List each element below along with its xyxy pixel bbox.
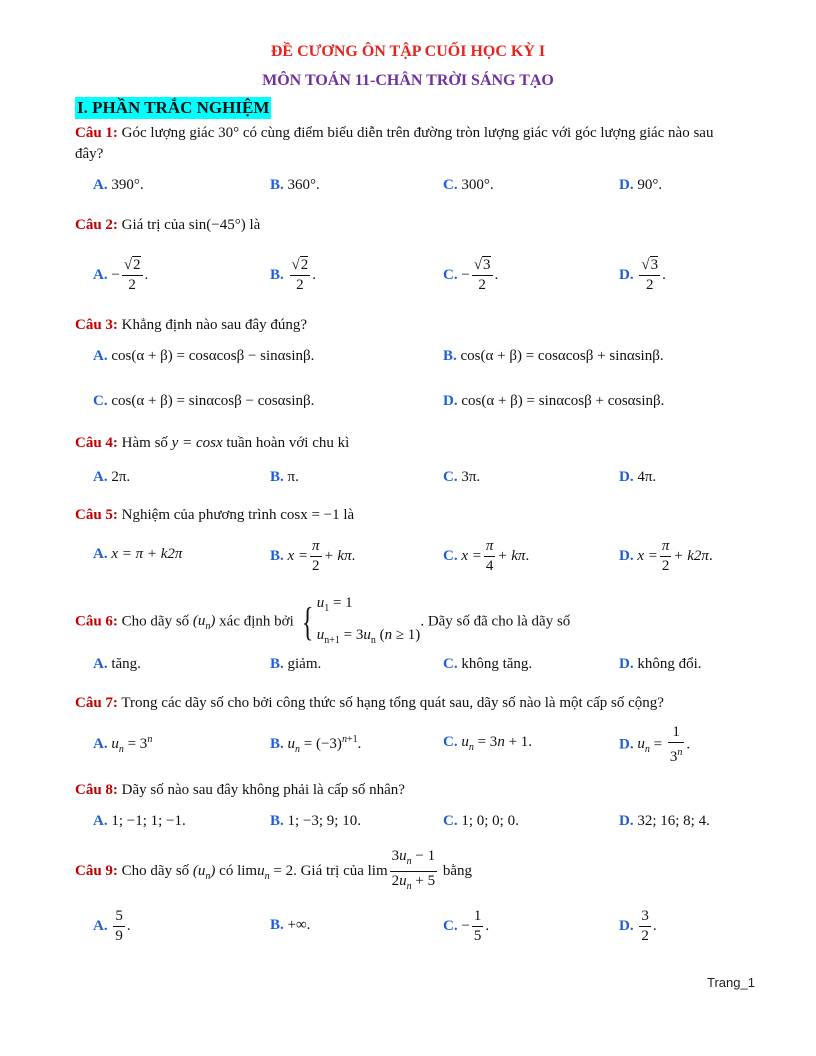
option-d: D. $\frac{√3}{2}$ . bbox=[619, 257, 666, 293]
option-d: D. không đổi. bbox=[619, 656, 702, 672]
question-label: Câu 1: bbox=[75, 125, 118, 141]
option-b: B. π. bbox=[270, 469, 299, 485]
option-b: B. +∞. bbox=[270, 917, 311, 933]
question-label: Câu 7: bbox=[75, 695, 118, 711]
option-c: C. − $\frac{√3}{2}$ . bbox=[443, 257, 499, 293]
page-number: Trang_1 bbox=[707, 975, 755, 990]
option-a: A. − $\frac{√2}{2}$ . bbox=[93, 257, 149, 293]
question-6: Câu 6: Cho dãy số $(u_n)$ xác định bởi { $u_1 = 1$ $u_{n+1} = 3u_n$ (n ≥ 1). Dãy số đã cho là dãy số bbox=[75, 590, 743, 654]
question-5: Câu 5: Nghiệm của phương trình cosx = −1 là bbox=[75, 507, 355, 523]
option-c: C. − $\frac{1}{5}$ . bbox=[443, 908, 490, 944]
question-4: Câu 4: Hàm số y = cosx tuần hoàn với chu kì bbox=[75, 435, 350, 451]
option-c: C. 3π. bbox=[443, 469, 481, 485]
math-expression: cosx = −1 bbox=[280, 507, 340, 523]
question-label: Câu 9: bbox=[75, 862, 118, 879]
option-a: A. x = π + k2π bbox=[93, 546, 183, 562]
option-a: A. $u_n = 3^n$ bbox=[93, 734, 153, 755]
option-a: A. 390°. bbox=[93, 177, 144, 193]
document-title: ĐỀ CƯƠNG ÔN TẬP CUỐI HỌC KỲ I bbox=[270, 43, 546, 60]
option-c: C. 1; 0; 0; 0. bbox=[443, 813, 519, 829]
option-a: A. tăng. bbox=[93, 656, 141, 672]
option-b: B. giảm. bbox=[270, 656, 322, 672]
question-2: Câu 2: Giá trị của sin(−45°) là bbox=[75, 217, 261, 233]
option-b: B. cos(α + β) = cosαcosβ + sinαsinβ. bbox=[443, 348, 664, 364]
section-heading: I. PHẦN TRẮC NGHIỆM bbox=[77, 98, 270, 117]
math-expression: 30° bbox=[218, 125, 240, 141]
option-b: B. $u_n = (-3)^{n+1}$. bbox=[270, 734, 362, 755]
option-c: C. x = $\frac{\pi}{4}$ + kπ. bbox=[443, 538, 530, 574]
question-label: Câu 6: bbox=[75, 613, 118, 630]
option-a: A. cos(α + β) = cosαcosβ − sinαsinβ. bbox=[93, 348, 315, 364]
question-label: Câu 5: bbox=[75, 507, 118, 523]
option-c: C. 300°. bbox=[443, 177, 494, 193]
question-label: Câu 2: bbox=[75, 217, 118, 233]
document-subtitle: MÔN TOÁN 11-CHÂN TRỜI SÁNG TẠO bbox=[262, 72, 554, 89]
option-b: B. x = $\frac{\pi}{2}$ + kπ. bbox=[270, 538, 356, 574]
option-b: B. 360°. bbox=[270, 177, 320, 193]
math-expression: y = cosx bbox=[171, 435, 223, 451]
option-c: C. không tăng. bbox=[443, 656, 533, 672]
question-label: Câu 3: bbox=[75, 317, 118, 333]
option-a: A. 1; −1; 1; −1. bbox=[93, 813, 186, 829]
option-b: B. $\frac{√2}{2}$ . bbox=[270, 257, 316, 293]
question-8: Câu 8: Dãy số nào sau đây không phải là cấp số nhân? bbox=[75, 782, 405, 798]
question-1: Câu 1: Góc lượng giác 30° có cùng điểm biểu diễn trên đường tròn lượng giác với góc lượng giác nào sau đây? bbox=[75, 125, 714, 162]
option-d: D. $\frac{3}{2}$ . bbox=[619, 908, 657, 944]
recurrence-system: $u_1 = 1$ $u_{n+1} = 3u_n$ (n ≥ 1) bbox=[316, 595, 421, 646]
option-d: D. cos(α + β) = sinαcosβ + cosαsinβ. bbox=[443, 393, 665, 409]
option-c: C. $u_n = 3n + 1$. bbox=[443, 734, 533, 753]
question-label: Câu 8: bbox=[75, 782, 118, 798]
option-b: B. 1; −3; 9; 10. bbox=[270, 813, 361, 829]
option-d: D. $u_n$ = $\frac{1}{3^n}$ . bbox=[619, 724, 691, 765]
option-a: A. $\frac{5}{9}$ . bbox=[93, 908, 131, 944]
option-d: D. 4π. bbox=[619, 469, 657, 485]
option-a: A. 2π. bbox=[93, 469, 131, 485]
question-7: Câu 7: Trong các dãy số cho bởi công thức số hạng tổng quát sau, dãy số nào là một cấp số cộng? bbox=[75, 695, 664, 711]
option-c: C. cos(α + β) = sinαcosβ − cosαsinβ. bbox=[93, 393, 315, 409]
option-d: D. 32; 16; 8; 4. bbox=[619, 813, 710, 829]
question-3: Câu 3: Khẳng định nào sau đây đúng? bbox=[75, 317, 308, 333]
option-d: D. 90°. bbox=[619, 177, 663, 193]
question-9: Câu 9: Cho dãy số $(u_n)$ có limu$_n$ = 2. Giá trị của lim $\frac{3u_n - 1}{2u_n + 5}$ bằng bbox=[75, 848, 473, 892]
question-label: Câu 4: bbox=[75, 435, 118, 451]
option-d: D. x = $\frac{\pi}{2}$ + k2π. bbox=[619, 538, 713, 574]
math-expression: sin(−45°) bbox=[188, 217, 246, 233]
